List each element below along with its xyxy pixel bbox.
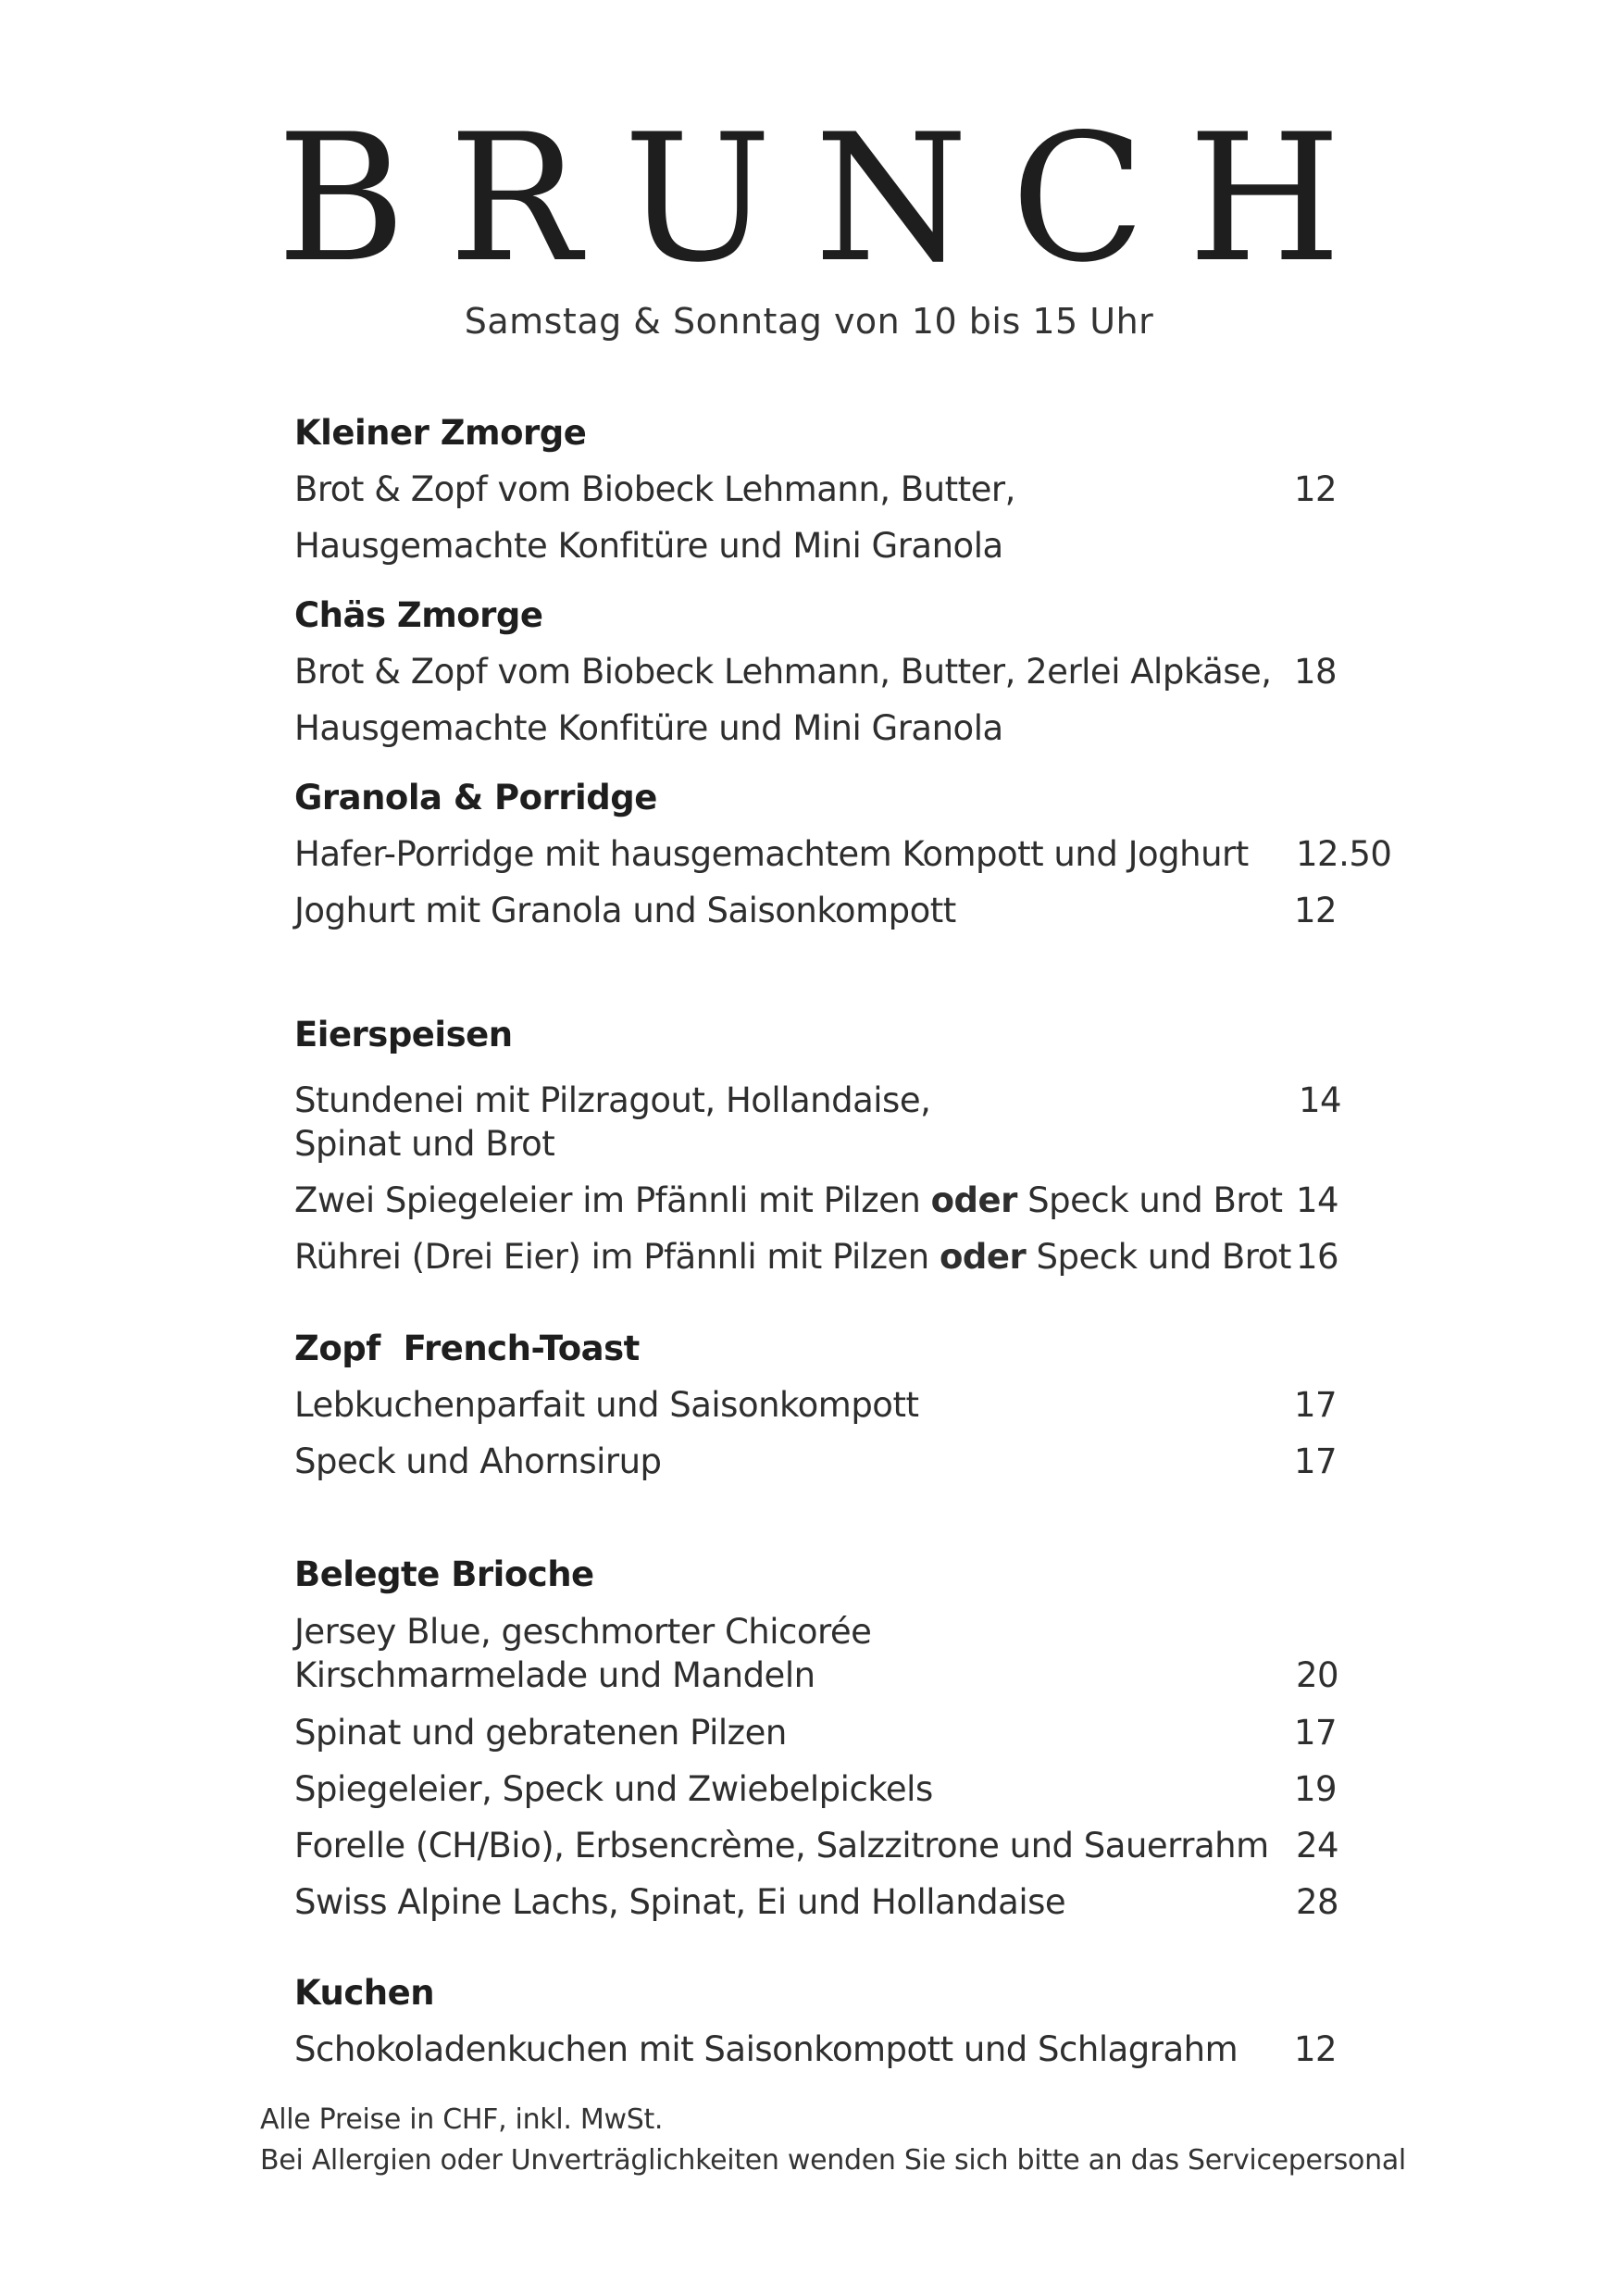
section-chaes-zmorge	[294, 588, 1387, 756]
item-description-part: Speck und Brot	[1016, 1180, 1283, 1220]
opening-hours: Samstag & Sonntag von 10 bis 15 Uhr	[464, 301, 1154, 342]
section-french-toast	[294, 1321, 1387, 1490]
item-price: 16	[1296, 1237, 1339, 1277]
item-description: Brot & Zopf vom Biobeck Lehmann, Butter,	[294, 469, 1015, 509]
item-description: Spiegeleier, Speck und Zwiebelpickels	[294, 1769, 933, 1809]
item-price: 20	[1296, 1655, 1339, 1695]
item-description: Speck und Ahornsirup	[294, 1441, 662, 1481]
item-description-continued: Spinat und Brot	[294, 1124, 555, 1164]
footer-notes	[260, 2100, 1406, 2181]
item-description: Hafer-Porridge mit hausgemachtem Kompott und Joghurt	[294, 834, 1249, 874]
item-description-continued: Hausgemachte Konfitüre und Mini Granola	[294, 708, 1003, 748]
item-price: 18	[1294, 652, 1338, 692]
item-price: 12	[1294, 891, 1338, 930]
menu-item	[294, 2021, 1387, 2078]
section-heading: Belegte Brioche	[294, 1554, 594, 1594]
item-price: 12	[1294, 2029, 1338, 2069]
item-price: 17	[1294, 1441, 1338, 1481]
page-title: BRUNCH	[276, 96, 1385, 301]
menu-item	[294, 1653, 1387, 1697]
item-price: 14	[1299, 1080, 1342, 1120]
item-description-continued: Kirschmarmelade und Mandeln	[294, 1655, 815, 1695]
item-description: Swiss Alpine Lachs, Spinat, Ei und Hollandaise	[294, 1882, 1066, 1922]
section-granola-porridge	[294, 770, 1392, 939]
menu-item	[294, 826, 1392, 882]
menu-item	[294, 1761, 1387, 1817]
item-description-emphasis: oder	[939, 1237, 1027, 1277]
menu-item	[294, 1229, 1387, 1285]
item-price: 17	[1294, 1385, 1338, 1425]
section-eierspeisen	[294, 1007, 1387, 1285]
item-price: 24	[1296, 1826, 1339, 1866]
menu-item	[294, 1377, 1387, 1433]
item-description: Lebkuchenparfait und Saisonkompott	[294, 1385, 919, 1425]
section-heading: Granola & Porridge	[294, 778, 657, 817]
menu-item	[294, 882, 1387, 939]
section-kleiner-zmorge	[294, 406, 1387, 574]
menu-item	[294, 1817, 1387, 1874]
item-description-continued: Hausgemachte Konfitüre und Mini Granola	[294, 526, 1003, 566]
menu-item	[294, 1874, 1387, 1930]
section-heading: Kleiner Zmorge	[294, 413, 587, 453]
item-price: 19	[1294, 1769, 1338, 1809]
menu-item	[294, 461, 1387, 518]
item-description: Spinat und gebratenen Pilzen	[294, 1713, 787, 1753]
menu-item	[294, 1704, 1387, 1761]
section-heading: Kuchen	[294, 1973, 435, 2013]
item-description-emphasis: oder	[930, 1180, 1017, 1220]
menu-item	[294, 1172, 1387, 1229]
item-description: Brot & Zopf vom Biobeck Lehmann, Butter, 2erlei Alpkäse,	[294, 652, 1272, 692]
menu-item	[294, 1079, 1387, 1122]
item-description: Schokoladenkuchen mit Saisonkompott und Schlagrahm	[294, 2029, 1238, 2069]
item-price: 12.50	[1296, 834, 1392, 874]
item-description: Stundenei mit Pilzragout, Hollandaise,	[294, 1080, 931, 1120]
section-heading: Eierspeisen	[294, 1015, 513, 1054]
item-price: 12	[1294, 469, 1338, 509]
item-price: 17	[1294, 1713, 1338, 1753]
menu-item	[294, 643, 1387, 700]
section-heading: Chäs Zmorge	[294, 595, 543, 635]
item-description-part: Speck und Brot	[1026, 1237, 1291, 1277]
section-belegte-brioche	[294, 1547, 1387, 1930]
section-kuchen	[294, 1965, 1387, 2078]
allergy-note: Bei Allergien oder Unverträglichkeiten wenden Sie sich bitte an das Servicepersonal	[260, 2144, 1406, 2177]
price-note: Alle Preise in CHF, inkl. MwSt.	[260, 2103, 664, 2136]
item-description: Forelle (CH/Bio), Erbsencrème, Salzzitrone und Sauerrahm	[294, 1826, 1269, 1866]
item-price: 14	[1296, 1180, 1339, 1220]
menu-item	[294, 1433, 1387, 1490]
item-description: Joghurt mit Granola und Saisonkompott	[294, 891, 956, 930]
item-description: Jersey Blue, geschmorter Chicorée	[294, 1612, 872, 1652]
section-heading: Zopf French-Toast	[294, 1329, 640, 1368]
item-price: 28	[1296, 1882, 1339, 1922]
item-description-part: Zwei Spiegeleier im Pfännli mit Pilzen	[294, 1180, 931, 1220]
item-description-part: Rührei (Drei Eier) im Pfännli mit Pilzen	[294, 1237, 940, 1277]
